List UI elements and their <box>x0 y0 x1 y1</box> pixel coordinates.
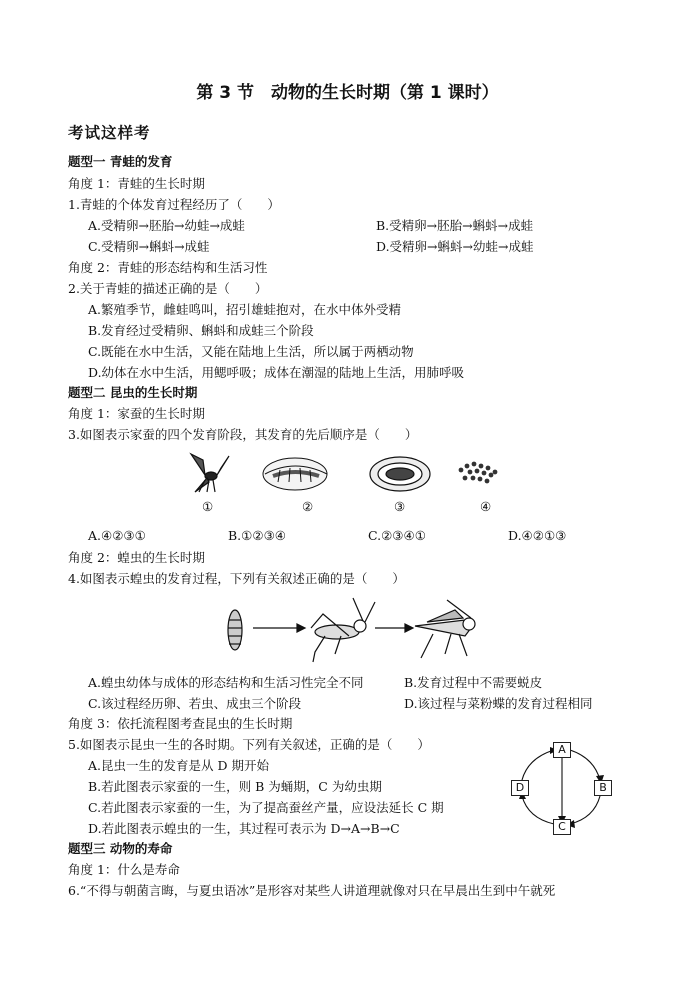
question-type-1: 题型一 青蛙的发育 <box>68 154 173 169</box>
option-d: D.幼体在水中生活，用鳃呼吸；成体在潮湿的陆地上生活，用肺呼吸 <box>88 365 465 380</box>
stage-c-box: C <box>553 819 571 835</box>
page-title: 第 3 节 动物的生长时期（第 1 课时） <box>196 83 499 103</box>
angle-heading: 角度 1：家蚕的生长时期 <box>68 406 205 421</box>
stage-label: ④ <box>480 499 492 514</box>
angle-heading: 角度 3：依托流程图考查昆虫的生长时期 <box>68 716 293 731</box>
option-c: C.既能在水中生活，又能在陆地上生活，所以属于两栖动物 <box>88 344 414 359</box>
angle-heading: 角度 2：蝗虫的生长时期 <box>68 550 205 565</box>
arc-a-b <box>570 750 600 780</box>
locust-development-figure <box>215 596 485 668</box>
stage-b-box: B <box>594 780 612 796</box>
stage-a-box: A <box>553 742 571 758</box>
question-2: 2.关于青蛙的描述正确的是（ ） <box>68 281 268 296</box>
stage-d-box: D <box>511 780 529 796</box>
cocoon-icon <box>370 457 430 491</box>
arrow-icon <box>375 624 413 632</box>
option-c: C.受精卵→蝌蚪→成蛙 <box>88 239 210 254</box>
stage-label: ② <box>302 499 314 514</box>
question-type-2: 题型二 昆虫的生长时期 <box>68 385 198 400</box>
question-1: 1.青蛙的个体发育过程经历了（ ） <box>68 197 280 212</box>
question-3: 3.如图表示家蚕的四个发育阶段，其发育的先后顺序是（ ） <box>68 427 418 442</box>
question-type-3: 题型三 动物的寿命 <box>68 841 173 856</box>
option-b: B.受精卵→胚胎→蝌蚪→成蛙 <box>376 218 534 233</box>
option-d: D.若此图表示蝗虫的一生，其过程可表示为 D→A→B→C <box>88 821 400 836</box>
option-b: B.①②③④ <box>228 528 286 543</box>
angle-heading: 角度 1：青蛙的生长时期 <box>68 176 205 191</box>
stage-label: ③ <box>394 499 406 514</box>
option-d: D.④②①③ <box>508 528 567 543</box>
option-a: A.昆虫一生的发育是从 D 期开始 <box>88 758 269 773</box>
option-a: A.④②③① <box>88 528 146 543</box>
question-6: 6.“不得与朝菌言晦，与夏虫语冰”是形容对某些人讲道理就像对只在早晨出生到中午就死 <box>68 883 556 898</box>
egg-icon <box>228 610 242 650</box>
eggs-icon <box>459 462 498 484</box>
arc-b-c <box>570 796 600 824</box>
option-b: B.发育经过受精卵、蝌蚪和成蛙三个阶段 <box>88 323 314 338</box>
option-a: A.蝗虫幼体与成体的形态结构和生活习性完全不同 <box>88 675 364 690</box>
option-a: A.繁殖季节，雌蛙鸣叫，招引雄蛙抱对，在水中体外受精 <box>88 302 402 317</box>
stage-label: ① <box>202 499 214 514</box>
angle-heading: 角度 2：青蛙的形态结构和生活习性 <box>68 260 268 275</box>
option-b: B.发育过程中不需要蜕皮 <box>404 675 543 690</box>
angle-heading: 角度 1：什么是寿命 <box>68 862 180 877</box>
option-d: D.受精卵→蝌蚪→幼蛙→成蛙 <box>376 239 534 254</box>
option-a: A.受精卵→胚胎→幼蛙→成蛙 <box>88 218 245 233</box>
silkworm-stages-figure <box>185 448 515 518</box>
arc-c-d <box>522 796 554 824</box>
option-c: C.该过程经历卵、若虫、成虫三个阶段 <box>88 696 302 711</box>
arc-d-a <box>522 750 554 780</box>
nymph-icon <box>311 598 375 662</box>
question-4: 4.如图表示蝗虫的发育过程，下列有关叙述正确的是（ ） <box>68 571 405 586</box>
option-c: C.②③④① <box>368 528 426 543</box>
adult-locust-icon <box>415 600 475 658</box>
arrow-icon <box>253 624 305 632</box>
moth-icon <box>191 454 229 492</box>
question-5: 5.如图表示昆虫一生的各时期。下列有关叙述，正确的是（ ） <box>68 737 430 752</box>
option-b: B.若此图表示家蚕的一生，则 B 为蛹期，C 为幼虫期 <box>88 779 382 794</box>
larva-on-leaf-icon <box>263 458 327 490</box>
section-heading: 考试这样考 <box>68 123 151 142</box>
option-d: D.该过程与菜粉蝶的发育过程相同 <box>404 696 593 711</box>
option-c: C.若此图表示家蚕的一生，为了提高蚕丝产量，应设法延长 C 期 <box>88 800 444 815</box>
